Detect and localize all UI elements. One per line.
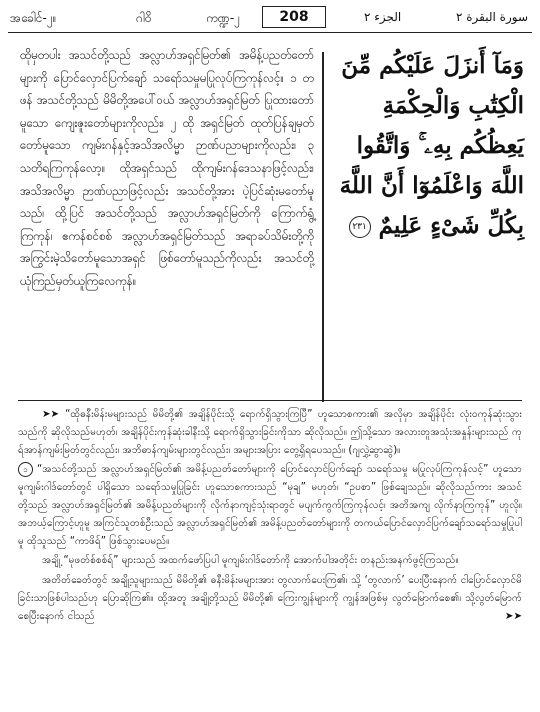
arabic-verse-column <box>336 46 524 246</box>
main-content <box>20 44 524 396</box>
continue-arrow-icon: ➤➤ <box>504 610 522 622</box>
header-juz-label: الجزء ٢ <box>364 10 402 24</box>
arrow-marker-icon: ➤➤ <box>42 409 60 420</box>
page-number: 208 <box>262 6 326 28</box>
column-divider <box>322 52 324 402</box>
header-left-label: အခေါင်-၂။ <box>10 11 57 25</box>
page-header <box>8 4 532 33</box>
footnote-1-text: “ထိုဓနီးမိန်းမများသည် မိမိတို့၏ အချိန်ပိုင်းသို့ ရောက်ရှိသွားကြပြီ” ဟူသောစကား၏ အလိုမှာ အချိန်ပိုင်း လုံးဝကုန်ဆုံးသွားသည်ကို ဆိုလိုသည်မဟုတ်၊ အချိန်ပိုင်းကုန်ဆုံးခါနီးသို့ ရောက်ရှိသွားခြင်းကိုသာ ဆိုလိုသည်။ ဤသို့သော အလားတူအသုံးအနှုန်းများသည် ကုရ်အာန်ကျမ်းမြတ်တွင်လည်း၊ အဘိဓာန်ကျမ်းများတွင်လည်း၊ အများအပြား တွေ့ရှိရပေသည်။ (ဂျလွှဲ့ဆွာဆွဲ)။ <box>18 409 522 456</box>
footnote-3: အချို့ “မုဖတ်စ်စစ်ရ်” များသည် အထက်ဖော်ပြပါ မူကျမ်းဂါဒ်တော်ကို အောက်ပါအတိုင်း တနည်းအနက်ဖွင့်ကြသည်။ <box>42 555 459 567</box>
header-folio-label: ကဏ္ဍ-၂ <box>206 11 241 25</box>
footnote-divider <box>18 400 522 401</box>
footnote-4-text: အတိတ်ခေတ်တွင် အချို့သူများသည် မိမိတို့၏ ဓနီးမိန်းမများအား တွလာက်ပေးကြ၏၊ သို့ ‘တွလာက်’ ပေးပြီးနောက် ငါပြောင်လှောင်မိခြင်းသာဖြစ်ပါသည်ဟု ပြောဆိုကြ၏။ ထို့အတူ အချို့တို့သည် မိမိတို့၏ ကြေးကျွန်များကို ကျွန်အဖြစ်မှ လွတ်မြောက်စေ၏၊ သို့လွတ်မြောက်စေပြီးနောက် ငါသည် <box>18 575 522 622</box>
header-center-label: ဂါဝိ <box>136 11 152 25</box>
footnote-2-text: “အသင်တို့သည် အလ္လာဟ်အရှင်မြတ်၏ အမိန့်ပညတ်တော်များကို ပြောင်လှောင်ပြက်ချော် သရော်သမှု မပြုလုပ်ကြကုန်လင့်” ဟူသော မူကျမ်းဂါဒ်တော်တွင် ပါရှိသော သရော်သမှုပြုခြင်း ဟူသောစကားသည် “မုချ” မဟုတ်၊ “ဥပစာ” ဖြစ်ချေသည်။ ဆိုလိုသည်ကား အသင်တို့သည် အလ္လာဟ်အရှင်မြတ်၏ အမိန့်ပညတ်များကို လိုက်နာကျင့်သုံးရာတွင် မပျက်ကွက်ကြကုန်လင့်၊ အတိအကျ လိုက်နာကြကုန်” ဟူလို။ အဘယ့်ကြောင့်ဟူမူ အကြင်သူတစ်ဦးသည် အလ္လာဟ်အရှင်မြတ်၏ အမိန့်ပညတ်တော်များကို တကယ်ပြောင်လှောင်ပြက်ချော်သရော်သမှုပြုပါမူ ထိုသူသည် “ကာဖိရ်” ဖြစ်သွားပေမည်။ <box>18 464 522 547</box>
translation-paragraph: ထိုမှတပါး အသင်တို့သည် အလ္လာဟ်အရှင်မြတ်၏ အမိန့်ပညတ်တော်များကို ပြောင်လှောင်ပြက်ချော် သရော်သမှုမပြုလုပ်ကြကုန်လင့်။ ၁ တဖန် အသင်တို့သည် မိမိတို့အပေါ်ဝယ် အလ္လာဟ်အရှင်မြတ် ပြုထားတော်မူသော ကျေးဇူးတော်များကိုလည်း၊ ၂ ထို အရှင်မြတ် ထုတ်ပြန်ချမှတ်တော်မူသော ကျမ်းဂန်နှင့်အသိအလိမ္မာ ဉာဏ်ပညာများကိုလည်း၊ ၃ သတိရကြကုန်လော့။ ထိုအရှင်သည် ထိုကျမ်းဂန်ဒေသနာဖြင့်လည်း၊ အသိအလိမ္မာ ဉာဏ်ပညာဖြင့်လည်း အသင်တို့အား ပဲ့ပြင်ဆုံးမတော်မူသည်၊ ထို့ပြင် အသင်တို့သည် အလ္လာဟ်အရှင်မြတ်ကို ကြောက်ရွံ့ကြကုန်၊ ဧကန်စင်စစ် အလ္လာဟ်အရှင်မြတ်သည် အရာခပ်သိမ်းတို့ကို အကြွင်းမဲ့သိတော်မူသောအရှင် ဖြစ်တော်မူသည်ကိုလည်း အသင်တို့ ယုံကြည်မှတ်ယူကြလေကုန်။ <box>20 48 314 288</box>
verse-number-marker: ٢٣١ <box>349 216 371 238</box>
footnotes <box>18 406 522 628</box>
footnote-4 <box>18 572 522 625</box>
footnote-2 <box>18 461 522 550</box>
footnote-1 <box>18 406 522 459</box>
arabic-verse-text: وَمَآ أَنزَلَ عَلَيْكُم مِّنَ الْكِتَٰبِ وَالْحِكْمَةِ يَعِظُكُم بِهِۦ ۚ وَاتَّقُوا اللَّهَ وَاعْلَمُوٓا أَنَّ اللَّهَ بِكُلِّ شَىْءٍ عَلِيمٌ <box>339 52 524 239</box>
header-surah-label: سورة البقرة ٢ <box>455 10 528 24</box>
footnote-number-marker: ၁ <box>18 462 33 477</box>
translation-column <box>20 44 314 293</box>
